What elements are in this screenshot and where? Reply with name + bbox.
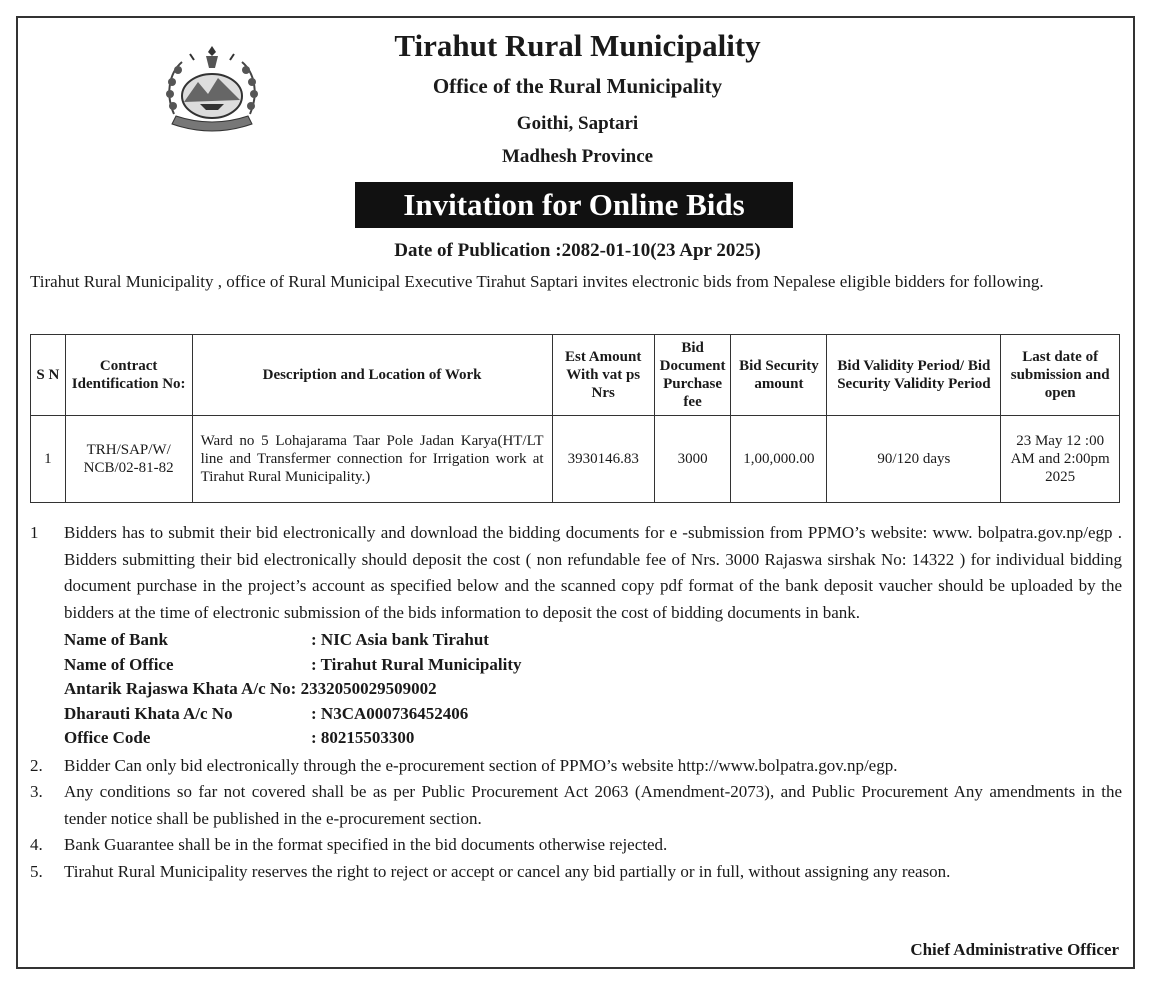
antarik-row <box>64 677 1122 702</box>
bank-row <box>64 628 1122 653</box>
cell-sn: 1 <box>31 416 66 503</box>
office-code-label: Office Code <box>64 728 151 747</box>
note-text: Bidder Can only bid electronically through the e-procurement section of PPMO’s website http://www.bolpatra.gov.np/egp. <box>64 755 898 775</box>
office-name-value: : Tirahut Rural Municipality <box>311 654 522 674</box>
note-number: 5. <box>30 861 43 881</box>
note-number: 2. <box>30 755 43 775</box>
office-row <box>64 653 1122 678</box>
notes-list <box>30 520 1122 885</box>
note-item <box>30 779 1122 832</box>
note-number: 4. <box>30 835 43 854</box>
office-code-value: : 80215503300 <box>311 728 415 747</box>
note-text: Tirahut Rural Municipality reserves the right to reject or accept or cancel any bid partially or in full, without assigning any reason. <box>64 861 951 881</box>
publication-date: Date of Publication :2082-01-10(23 Apr 2025) <box>394 240 761 261</box>
notice-title-banner: Invitation for Online Bids <box>355 182 793 228</box>
table-header-row <box>31 335 1120 416</box>
dharauti-value: : N3CA000736452406 <box>311 703 469 723</box>
note-item <box>30 832 1122 859</box>
col-header-description: Description and Location of Work <box>192 335 552 416</box>
bid-table <box>30 334 1120 503</box>
col-header-sn: S N <box>31 335 66 416</box>
cell-doc-fee: 3000 <box>654 416 731 503</box>
note-number: 1 <box>30 523 39 542</box>
bank-name-value: : NIC Asia bank Tirahut <box>311 630 489 649</box>
cell-last-date: 23 May 12 :00 AM and 2:00pm 2025 <box>1001 416 1120 503</box>
cell-security: 1,00,000.00 <box>731 416 827 503</box>
note-number: 3. <box>30 782 43 801</box>
office-title: Office of the Rural Municipality <box>432 74 723 98</box>
note-item <box>30 859 1122 886</box>
col-header-security: Bid Security amount <box>731 335 827 416</box>
bank-name-label: Name of Bank <box>64 630 168 649</box>
note-text: Bidders has to submit their bid electronically and download the bidding documents for e -submission from PPMO’s website: www. bolpatra.gov.np/egp . Bidders submitting their bid electronically should deposit the cost ( non refundable fee of Nrs. 3000 Rajaswa sirshak No: 14322 ) for individual bidding document purchase in the project’s account as specified below and the scanned copy pdf format of the bank deposit vaucher should be uploaded by the bidders at the time of electronic submission of the bids information to deposit the cost of bidding documents in bank. <box>64 523 1122 622</box>
cell-contract: TRH/SAP/W/ NCB/02-81-82 <box>65 416 192 503</box>
intro-paragraph: Tirahut Rural Municipality , office of Rural Municipal Executive Tirahut Saptari invites electronic bids from Nepalese eligible bidders for following. <box>30 272 1044 291</box>
col-header-contract: Contract Identification No: <box>65 335 192 416</box>
bank-details <box>30 628 1122 751</box>
location-line: Goithi, Saptari <box>516 113 639 134</box>
municipality-title: Tirahut Rural Municipality <box>394 28 761 63</box>
office-name-label: Name of Office <box>64 654 174 674</box>
cell-est-amount: 3930146.83 <box>552 416 654 503</box>
note-item <box>30 753 1122 780</box>
note-text: Any conditions so far not covered shall be as per Public Procurement Act 2063 (Amendment-2073), and Public Procurement Any amendments in the tender notice shall be published in the e-procurement section. <box>64 782 1122 828</box>
cell-description: Ward no 5 Lohajarama Taar Pole Jadan Karya(HT/LT line and Transfermer connection for Irrigation work at Tirahut Rural Municipality.) <box>192 416 552 503</box>
antarik-account: Antarik Rajaswa Khata A/c No: 2332050029509002 <box>64 679 437 698</box>
note-text: Bank Guarantee shall be in the format specified in the bid documents otherwise rejected. <box>64 835 668 854</box>
cell-validity: 90/120 days <box>827 416 1001 503</box>
col-header-doc-fee: Bid Document Purchase fee <box>654 335 731 416</box>
col-header-validity: Bid Validity Period/ Bid Security Validity Period <box>827 335 1001 416</box>
province-line: Madhesh Province <box>501 146 654 167</box>
office-code-row <box>64 726 1122 751</box>
dharauti-row <box>64 702 1122 727</box>
dharauti-label: Dharauti Khata A/c No <box>64 703 233 723</box>
col-header-est-amount: Est Amount With vat ps Nrs <box>552 335 654 416</box>
col-header-last-date: Last date of submission and open <box>1001 335 1120 416</box>
table-row <box>31 416 1120 503</box>
signatory: Chief Administrative Officer <box>910 940 1119 959</box>
note-item <box>30 520 1122 626</box>
